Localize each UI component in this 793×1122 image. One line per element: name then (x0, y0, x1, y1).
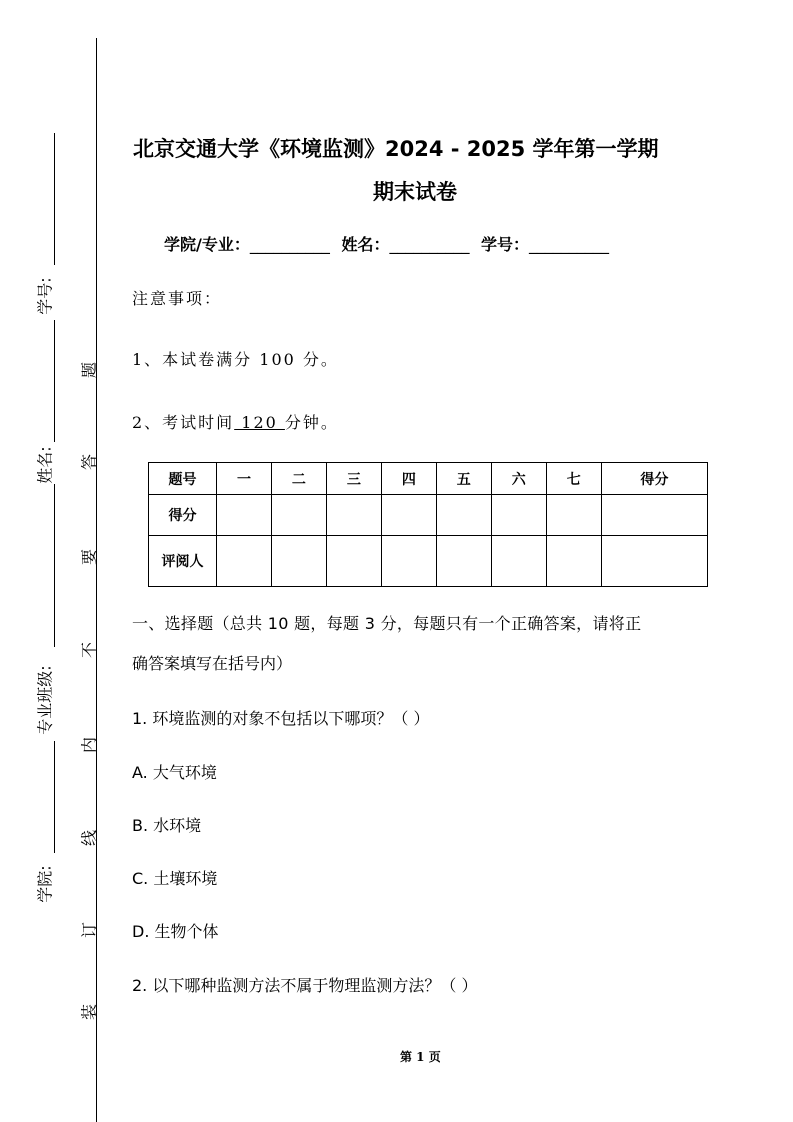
table-row-score (149, 495, 708, 536)
grader-cell[interactable] (381, 536, 436, 587)
student-id-blank[interactable]: __________ (529, 235, 610, 254)
score-table-header (149, 463, 708, 495)
student-id-line (54, 133, 55, 265)
grader-cell[interactable] (491, 536, 546, 587)
page-title: 北京交通大学《环境监测》2024 - 2025 学年第一学期 (133, 137, 659, 161)
name-line-upper (54, 320, 55, 442)
row-label: 评阅人 (149, 536, 217, 587)
note-item-2 (132, 410, 339, 433)
margin-student-id-label: 学号: (35, 277, 55, 315)
name-line-lower (54, 484, 55, 647)
header-cell: 二 (271, 463, 326, 495)
seal-char: 装 (79, 1003, 99, 1021)
grader-cell[interactable] (546, 536, 601, 587)
margin-college-label: 学院: (35, 865, 55, 903)
seal-char: 不 (79, 641, 99, 659)
note-item-2-unit: 分钟。 (284, 413, 339, 432)
score-cell[interactable] (491, 495, 546, 536)
question-1-option-c: C. 土壤环境 (132, 869, 218, 888)
grader-cell[interactable] (326, 536, 381, 587)
score-cell[interactable] (546, 495, 601, 536)
section-1-heading-cont: 确答案填写在括号内） (132, 654, 293, 673)
seal-char: 订 (79, 921, 99, 939)
header-cell: 得分 (601, 463, 707, 495)
row-label: 得分 (149, 495, 217, 536)
question-1-stem: 1. 环境监测的对象不包括以下哪项？（ ） (132, 709, 430, 728)
section-1-heading: 一、选择题（总共 10 题，每题 3 分，每题只有一个正确答案，请将正 (132, 614, 642, 633)
header-cell: 六 (491, 463, 546, 495)
seal-char: 题 (79, 361, 99, 379)
student-info-row (164, 232, 609, 255)
score-cell[interactable] (217, 495, 272, 536)
seal-char: 要 (79, 548, 99, 566)
exam-duration-value: 120 (234, 413, 285, 432)
name-blank[interactable]: __________ (389, 235, 470, 254)
grader-cell[interactable] (436, 536, 491, 587)
margin-major-class-label: 专业班级: (35, 665, 55, 735)
note-item-2-text: 2、考试时间 (132, 413, 235, 432)
score-table (148, 462, 708, 587)
score-cell[interactable] (601, 495, 707, 536)
header-cell: 三 (326, 463, 381, 495)
grader-cell[interactable] (601, 536, 707, 587)
grader-cell[interactable] (217, 536, 272, 587)
page-subtitle: 期末试卷 (373, 180, 457, 204)
seal-char: 线 (79, 829, 99, 847)
grader-cell[interactable] (271, 536, 326, 587)
score-cell[interactable] (271, 495, 326, 536)
header-cell: 题号 (149, 463, 217, 495)
header-cell: 四 (381, 463, 436, 495)
student-id-label: 学号： (481, 235, 530, 254)
score-cell[interactable] (381, 495, 436, 536)
score-cell[interactable] (326, 495, 381, 536)
college-major-label: 学院/专业： (164, 235, 250, 254)
question-1-option-d: D. 生物个体 (132, 922, 219, 941)
notes-heading: 注意事项： (132, 289, 223, 308)
seal-char: 答 (79, 453, 99, 471)
note-item-1: 1、本试卷满分 100 分。 (132, 350, 339, 369)
major-class-line (54, 741, 55, 853)
table-row-grader (149, 536, 708, 587)
margin-name-label: 姓名: (35, 446, 55, 484)
header-cell: 五 (436, 463, 491, 495)
score-cell[interactable] (436, 495, 491, 536)
question-1-option-b: B. 水环境 (132, 816, 202, 835)
question-1-option-a: A. 大气环境 (132, 763, 217, 782)
page-number: 第 1 页 (400, 1050, 441, 1064)
college-major-blank[interactable]: __________ (249, 235, 330, 254)
header-cell: 一 (217, 463, 272, 495)
header-cell: 七 (546, 463, 601, 495)
name-label: 姓名： (341, 235, 390, 254)
question-2-stem: 2. 以下哪种监测方法不属于物理监测方法？（ ） (132, 976, 478, 995)
binding-line (96, 38, 97, 1122)
seal-char: 内 (79, 736, 99, 754)
